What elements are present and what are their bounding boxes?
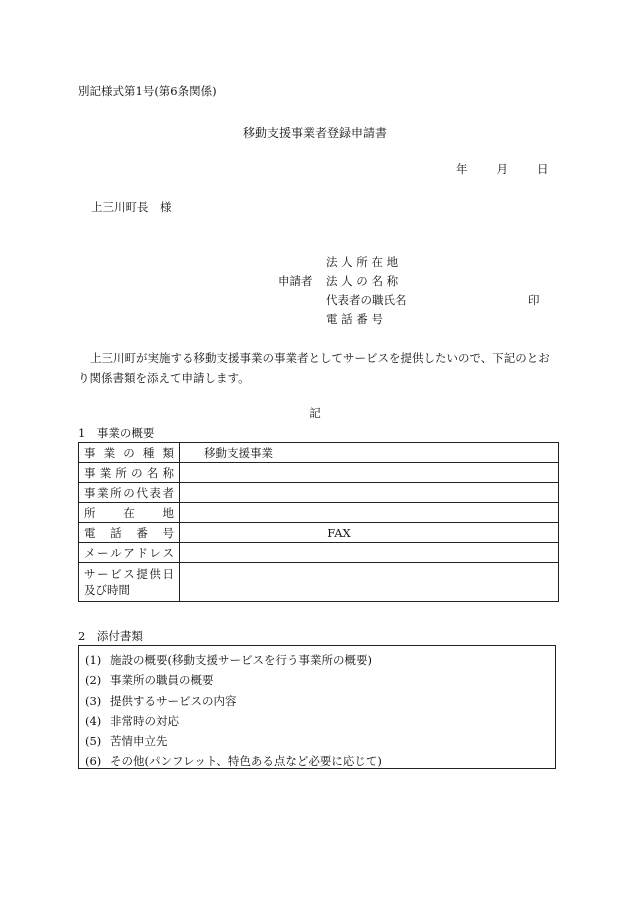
table-row <box>79 523 559 543</box>
table-row <box>79 463 559 483</box>
table-row <box>79 443 559 463</box>
ki-mark: 記 <box>309 406 321 420</box>
list-item: (1) 施設の概要(移動支援サービスを行う事業所の概要) <box>85 653 372 667</box>
addressee: 上三川町長 様 <box>91 200 172 214</box>
row-value-service-hours <box>180 563 559 602</box>
row-label-office-representative: 事 業 所 の 代 表 者 <box>79 483 180 503</box>
applicant-field-representative: 代表者の職氏名 <box>326 293 407 307</box>
row-label-office-name: 事 業 所 の 名 称 <box>79 463 180 483</box>
form-number: 別記様式第1号(第6条関係) <box>78 84 217 98</box>
attachments-list <box>78 645 556 769</box>
section1-heading: 1 事業の概要 <box>78 426 155 440</box>
list-item: (6) その他(パンフレット、特色ある点など必要に応じて) <box>85 754 382 769</box>
list-item: (4) 非常時の対応 <box>85 713 179 728</box>
seal-mark: 印 <box>528 293 540 307</box>
table-row <box>79 563 559 602</box>
section2-heading: 2 添付書類 <box>78 629 143 643</box>
applicant-field-phone: 電 話 番 号 <box>326 312 383 326</box>
row-value-fax: FAX <box>180 523 559 543</box>
document-title: 移動支援事業者登録申請書 <box>242 126 387 140</box>
row-label-business-type: 事 業 の 種 類 <box>79 443 180 463</box>
date-row <box>456 161 549 177</box>
list-item: (2) 事業所の職員の概要 <box>85 673 214 688</box>
date-day-label: 日 <box>537 162 549 176</box>
row-label-service-hours: サ ー ビ ス 提 供 日 及び時間 <box>79 563 180 602</box>
table-row <box>79 503 559 523</box>
application-statement: 上三川町が実施する移動支援事業の事業者としてサービスを提供したいので、下記のとおり関係書類を添えて申請します。 <box>78 351 550 385</box>
table-row <box>79 483 559 503</box>
list-item: (5) 苦情申立先 <box>85 734 168 749</box>
row-value-office-representative <box>180 483 559 503</box>
table-row <box>79 543 559 563</box>
row-value-email <box>180 543 559 563</box>
date-month-label: 月 <box>496 162 508 176</box>
row-label-phone: 電 話 番 号 <box>79 523 180 543</box>
applicant-label: 申請者 <box>278 274 313 288</box>
row-value-location <box>180 503 559 523</box>
applicant-field-name: 法 人 の 名 称 <box>326 274 399 288</box>
business-summary-table <box>78 442 559 602</box>
list-item: (3) 提供するサービスの内容 <box>85 693 237 708</box>
row-label-location: 所 在 地 <box>79 503 180 523</box>
row-label-email: メ ー ル ア ド レ ス <box>79 543 180 563</box>
row-value-office-name <box>180 463 559 483</box>
applicant-field-address: 法 人 所 在 地 <box>326 255 399 269</box>
row-value-business-type: 移動支援事業 <box>180 443 559 463</box>
date-year-label: 年 <box>456 162 468 176</box>
